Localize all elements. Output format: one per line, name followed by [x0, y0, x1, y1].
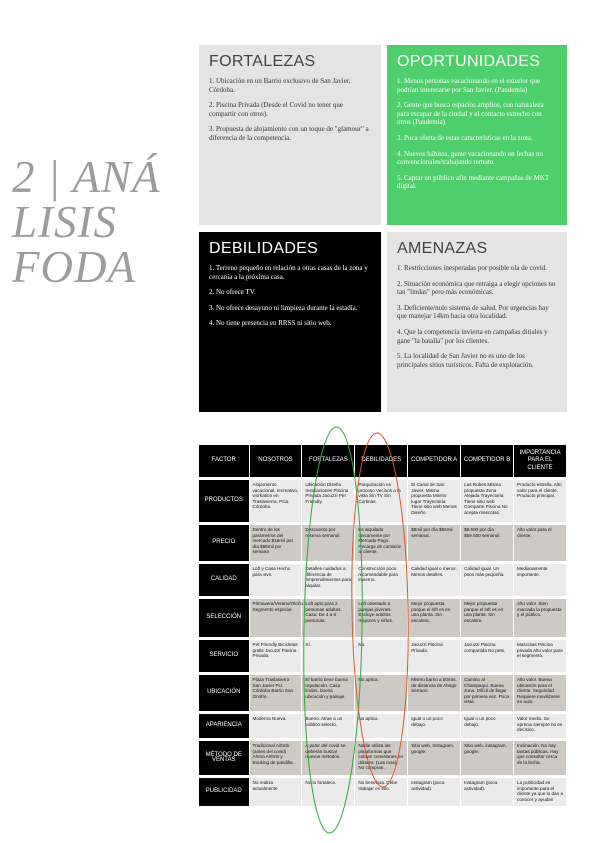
row-label: MÉTODO DE VENTAS — [199, 741, 249, 775]
table-cell: El barrio tiene buena reputación. Casa lindas, buena ubicación y paisaje. — [302, 675, 355, 711]
table-cell: No aplica. — [355, 714, 408, 738]
table-cell: Construcción poco recomendable para invierno. — [355, 564, 408, 596]
fortalezas-item: 1. Ubicación en un Barrio exclusivo de San Javier, Córdoba. — [209, 77, 351, 94]
page-title-line-2: LISIS — [12, 197, 117, 247]
table-cell: Parquización en proceso Vecinos a la vista Sin TV Sin Cortinas. — [355, 480, 408, 522]
table-cell: Tradicional Airbnb (antes del covid) Ahora Airbnb y Booking de pandilla. — [249, 741, 302, 775]
debilidades-item: 3. No ofrece desayuno ni limpieza durante la estadía. — [209, 303, 358, 312]
row-label: SERVICIO — [199, 640, 249, 672]
debilidades-heading: DEBILIDADES — [209, 240, 319, 257]
page-title-line-3: FODA — [12, 242, 136, 292]
table-cell: Mejor propuesta porque el loft es en una planta. Sin escalera. — [408, 599, 461, 637]
table-cell: Sitio web, instagram, google. — [461, 741, 514, 775]
table-row — [199, 525, 567, 561]
table-cell: $8.500 por día $59.500 semanal. — [461, 525, 514, 561]
page-title-line-1: 2 | ANÁ — [12, 152, 161, 202]
table-cell: Es alquilado únicamente por Mercado Pago. Recargo de comisión al cliente. — [355, 525, 408, 561]
table-header: NOSOTROS — [249, 445, 302, 477]
table-cell: No aplica. — [355, 675, 408, 711]
oportunidades-item: 4. Nuevos hábitos, gente vacacionando en fechas no convencionales/trabajando remoto. — [397, 149, 543, 167]
table-cell: Mascotas Piscina privada Alto valor para el segmento. — [514, 640, 567, 672]
table-cell: Igual o un poco debajo. — [461, 714, 514, 738]
table-cell: Instagram (poca actividad). — [408, 778, 461, 806]
table-row — [199, 714, 567, 738]
oportunidades-heading: OPORTUNIDADES — [397, 53, 541, 70]
debilidades-item: 2. No ofrece TV. — [209, 288, 256, 297]
table-header: DEBILIDADES — [355, 445, 408, 477]
fortalezas-item: 3. Propuesta de alojamiento con un toque de "glamour" a diferencia de la competencia. — [209, 125, 369, 142]
table-cell: Medianamente importante. — [514, 564, 567, 596]
table-cell: No beneficia. Debe trabajar en ello. — [355, 778, 408, 806]
fortalezas-heading: FORTALEZAS — [209, 53, 316, 70]
table-cell: Alto valor. Bien marcada la propuesta y el público. — [514, 599, 567, 637]
table-cell: La publicidad es importante para el cliente ya que lo dan a conocer y ayudan — [514, 778, 567, 806]
table-cell: Calidad igual. Un poco más pequeña. — [461, 564, 514, 596]
table-cell: Loft orientado a parejas jóvenes. Excluye adultos mayores y niños. — [355, 599, 408, 637]
oportunidades-item: 3. Poca oferta de estas características en la zona. — [397, 133, 533, 142]
table-cell: Jacuzzi Piscina Privada. — [408, 640, 461, 672]
debilidades-item: 4. No tiene presencia en RRSS ni sitio web. — [209, 319, 332, 328]
table-cell: Calidad igual o menor. Menos detalles. — [408, 564, 461, 596]
table-cell: Mejor propuesta porque el loft es en una planta. Sin escalera. — [461, 599, 514, 637]
table-cell: El Canal de San Javier. Misma propuesta Mismo lugar Trayectoria Tiene sitio web Menos Diseño — [408, 480, 461, 522]
table-row — [199, 675, 567, 711]
table-cell: No lo fortalece. — [302, 778, 355, 806]
table-cell: Alto valor para el cliente. — [514, 525, 567, 561]
amenazas-heading: AMENAZAS — [397, 240, 488, 257]
competitor-table — [199, 445, 567, 806]
amenazas-item: 4. Que la competencia invierta en campañas ditiales y gane "la batalla" por los clientes. — [397, 327, 548, 345]
debilidades-item: 1. Terreno pequeño en relación a otras casas de la zona y cercanía a la próxima casa. — [209, 264, 368, 281]
table-cell: Valor medio. Se aprecia siempre no es decisivo. — [514, 714, 567, 738]
debilidades-panel — [199, 232, 381, 412]
oportunidades-item: 1. Menos personas vacacionando en el exterior que podrían interesarse por San Javier. (Pandemia) — [397, 77, 541, 94]
table-cell: Sí. — [302, 640, 355, 672]
oportunidades-item: 5. Captar un público afín mediante campañas de MKT digital. — [397, 173, 550, 191]
oportunidades-item: 2. Gente que busca espacios amplios, con naturaleza para escapar de la ciudad y el contacto estrecho con otros (Pandemia). — [397, 101, 544, 127]
table-row — [199, 480, 567, 522]
amenazas-panel — [387, 232, 567, 412]
table-cell: Nadie utiliza las plataformas que cobran comisiones en dólares. (Las mas). No compran. — [355, 741, 408, 775]
row-label: PUBLICIDAD — [199, 778, 249, 806]
table-cell: Primavera/Verano/Otoño. Segmento especial — [249, 599, 302, 637]
table-header: IMPORTANCIA PARA EL CLIENTE — [514, 445, 567, 477]
table-cell: Loft y Casa Hecho para vivir. — [249, 564, 302, 596]
amenazas-item: 2. Situación económica que retraiga a elegir opciones no tan "lindas" pero más económicas. — [397, 279, 556, 297]
table-row — [199, 741, 567, 775]
table-cell: Instagram (poca actividad). — [461, 778, 514, 806]
table-row — [199, 640, 567, 672]
amenazas-item: 1. Restricciones inesperadas por posible ola de covid. — [397, 264, 547, 272]
table-cell: Mismo barrio a 50mts. de distancia de Abrigo Serrano. — [408, 675, 461, 711]
row-label: UBICACIÓN — [199, 675, 249, 711]
fortalezas-panel — [199, 45, 381, 225]
table-cell: A partir del covid se deberán buscar nuevos métodos. — [302, 741, 355, 775]
table-cell: Las Rubes Misma propuesta Zona Alejada Trayectoria Tiene sitio web Comparte Piscina No acepta mascotas. — [461, 480, 514, 522]
table-cell: Inclinación. No hay tantas públicas. Hay que consultar cerca de la fecha. — [514, 741, 567, 775]
table-header: COMPETIDOR A — [408, 445, 461, 477]
table-cell: Ubicación Diseño Instalaciones Piscina Privada Jacuzzi Pet Friendly. — [302, 480, 355, 522]
table-row — [199, 778, 567, 806]
page-title — [12, 152, 192, 292]
table-cell: Descuento por reserva semanal. — [302, 525, 355, 561]
table-cell: Camino al Champaquí. Buena zona. Difícil de llegar por primera vez. Poca vista. — [461, 675, 514, 711]
table-cell: Loft apto para 2 personas adultas. Casa: De 4 a 6 personas. — [302, 599, 355, 637]
table-cell: Plaza Traslasierra San Javier Pcl. Córdoba Barrio San Onofre. — [249, 675, 302, 711]
table-cell: $8mil por día $56mil semanal. — [408, 525, 461, 561]
table-cell: Sitio web, Instagram, google. — [408, 741, 461, 775]
fortalezas-item: 2. Piscina Privada (Desde el Covid no tener que compartir con otros). — [209, 101, 343, 118]
table-cell: Moderna Nueva. — [249, 714, 302, 738]
table-cell: Alto valor. Buena ubicación para el cliente. Seguridad. Requiere movilizarse en auto. — [514, 675, 567, 711]
table-row — [199, 599, 567, 637]
table-cell: Alojamiento vacacional, recreativo, workation en Traslasierra. Pcia. Córdoba — [249, 480, 302, 522]
table-cell: Bueno. Atrae a un público selecto. — [302, 714, 355, 738]
table-cell: No. — [355, 640, 408, 672]
table-cell: Dentro de los parámetros del mercado $18mil por día $56mil por semana — [249, 525, 302, 561]
table-cell: Pet Friendly Bicicletas gratis Jacuzzi Piscina Privada. — [249, 640, 302, 672]
table-cell: Detalles cuidados a diferencia de emprendimientos para alquilar. — [302, 564, 355, 596]
row-label: APARIENCIA — [199, 714, 249, 738]
table-cell: No realiza actualmente — [249, 778, 302, 806]
row-label: PRECIO — [199, 525, 249, 561]
row-label: PRODUCTOS — [199, 480, 249, 522]
table-cell: Producto estrella. Alto valor para el cliente. Producto principal. — [514, 480, 567, 522]
table-header: COMPETIDOR B — [461, 445, 514, 477]
table-header: FORTALEZAS — [302, 445, 355, 477]
row-label: CALIDAD — [199, 564, 249, 596]
table-header: FACTOR — [199, 445, 249, 477]
row-label: SELECCIÓN — [199, 599, 249, 637]
table-row — [199, 564, 567, 596]
table-cell: Jacuzzi Piscina compartida No pets. — [461, 640, 514, 672]
oportunidades-panel — [387, 45, 567, 225]
table-header-row — [199, 445, 567, 477]
amenazas-item: 3. Deficiente/nulo sistema de salud. Por urgencias hay que manejar 14km hacia otra localidad. — [397, 303, 549, 321]
amenazas-item: 5. La localidad de San Javier no es uno de los principales sitios turísticos. Falta de explotación. — [397, 352, 534, 369]
table-cell: Igual o un poco debajo. — [408, 714, 461, 738]
